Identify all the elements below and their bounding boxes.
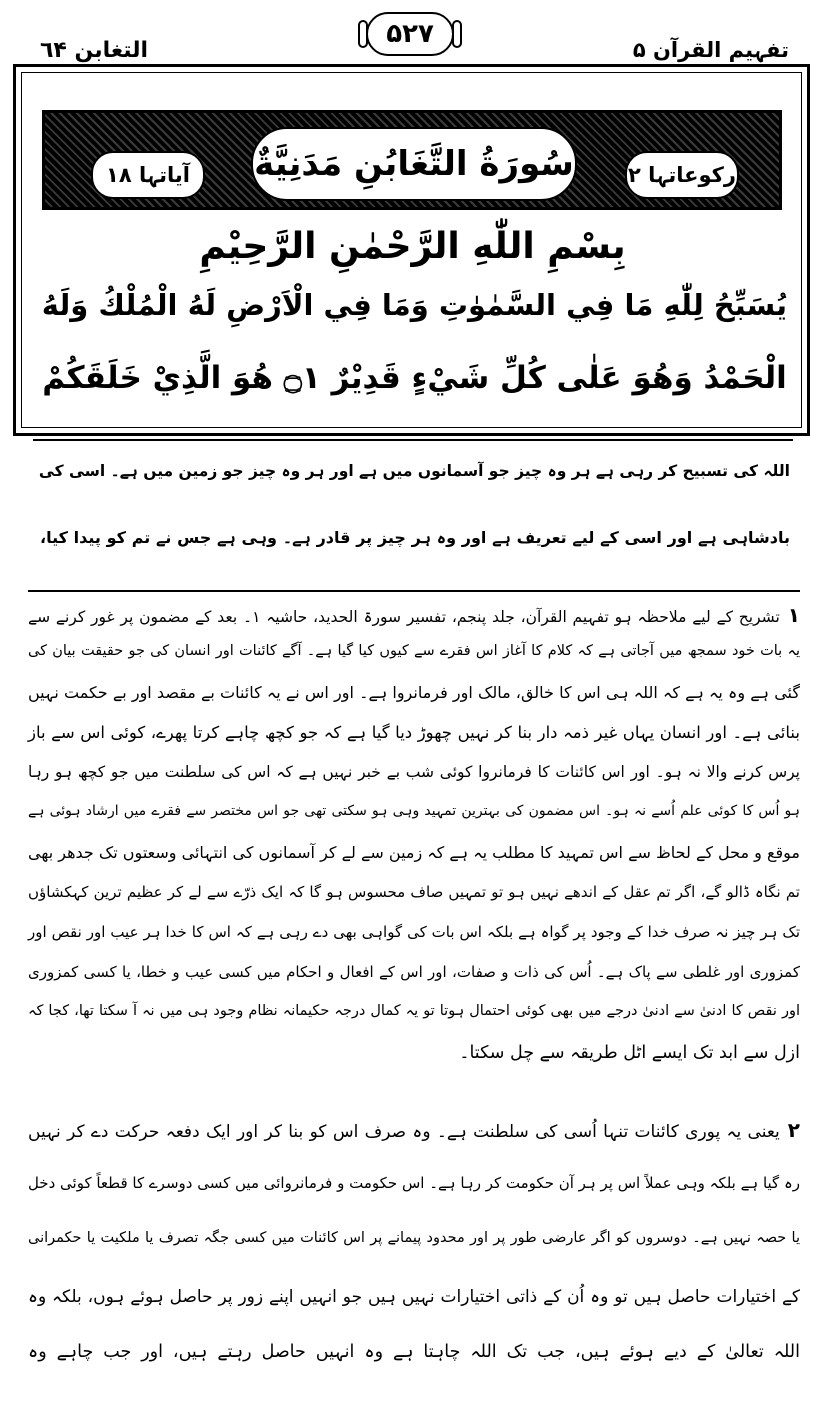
running-header-book: تفہیم القرآن ۵: [632, 38, 789, 62]
translation-line: بادشاہی ہے اور اسی کے لیے تعریف ہے اور وہ ہر چیز پر قادر ہے۔ وہی ہے جس نے تم کو پیدا کیا،: [40, 528, 790, 547]
ruku-count-cartouche: رکوعاتہا ۲: [625, 151, 739, 199]
commentary-line: تک ہر چیز نہ صرف خدا کے وجود پر گواہ ہے بلکہ اس بات کی گواہی بھی دے رہی ہے کہ اس کا خدا ہر عیب اور نقص اور: [28, 923, 800, 941]
commentary-line: کے اختیارات حاصل ہیں تو وہ اُن کے ذاتی اختیارات نہیں ہیں جو انہیں اپنے زور پر حاصل ہوئے ہوں، بلکہ وہ: [28, 1287, 800, 1307]
footnote-number: ۱: [787, 603, 800, 627]
commentary-line: پرس کرنے والا نہ ہو۔ اور اس کائنات کا فرمانروا کوئی شب بے خبر نہیں ہے کہ اس کی سلطنت میں جو کچھ ہو رہا: [28, 763, 800, 781]
divider: [28, 590, 800, 592]
commentary-line: رہ گیا ہے بلکہ وہی عملاً اس پر ہر آن حکومت کر رہا ہے۔ اس حکومت و فرمانروائی میں کسی دوسرے کا قطعاً کوئی دخل: [27, 1174, 800, 1192]
bismillah: بِسْمِ اللّٰهِ الرَّحْمٰنِ الرَّحِيْمِ: [199, 226, 626, 267]
commentary-line: موقع و محل کے لحاظ سے اس تمہید کا مطلب یہ ہے کہ زمین سے لے کر آسمانوں کی انتہائی وسعتوں تک جدھر بھی: [28, 843, 801, 862]
commentary-line: یا حصہ نہیں ہے۔ دوسروں کو اگر عارضی طور پر اور محدود پیمانے پر اس کائنات میں کسی جگہ تصرف یا ملکیت یا حکمرانی: [28, 1230, 800, 1246]
commentary-line: [28, 1118, 800, 1142]
divider: [33, 439, 793, 441]
commentary-line: یہ بات خود سمجھ میں آجاتی ہے کہ کلام کا آغاز اس فقرے سے کیوں کیا گیا ہے۔ آگے کائنات اور انسان کی جو حقیقت بیان کی: [28, 643, 800, 659]
arabic-verse-line: يُسَبِّحُ لِلّٰهِ مَا فِي السَّمٰوٰتِ وَمَا فِي الْاَرْضِ لَهُ الْمُلْكُ وَلَهُ: [41, 288, 787, 322]
arabic-verse-line: الْحَمْدُ وَهُوَ عَلٰى كُلِّ شَيْءٍ قَدِيْرٌ ۝١ هُوَ الَّذِيْ خَلَقَكُمْ: [42, 360, 787, 396]
commentary-line: ہو اُس کا کوئی علم اُسے نہ ہو۔ اس مضمون کی بہترین تمہید وہی ہو سکتی تھی جو اس مختصر سے فقرے میں ارشاد ہوئی ہے: [28, 803, 800, 819]
commentary-line: ازل سے ابد تک ایسے اٹل طریقہ سے چل سکتا۔: [459, 1043, 800, 1063]
commentary-line: اور نقص کا ادنیٰ سے ادنیٰ درجے میں بھی کوئی احتمال ہوتا تو یہ کمال درجہ حکیمانہ نظام وجود ہی میں نہ آ سکتا تھا، کجا کہ: [28, 1003, 800, 1019]
footnote-number: ۲: [787, 1118, 800, 1142]
surah-title: سُورَةُ التَّغَابُنِ مَدَنِيَّةٌ: [251, 127, 577, 201]
commentary-text: یعنی یہ پوری کائنات تنہا اُسی کی سلطنت ہے۔ وہ صرف اس کو بنا کر اور ایک دفعہ حرکت دے کر نہیں: [28, 1122, 780, 1142]
commentary-line: بنائی ہے۔ اور انسان یہاں غیر ذمہ دار بنا کر نہیں چھوڑ دیا گیا ہے کہ جو کچھ چاہے کرتا پھرے، کوئی اس سے باز: [28, 723, 800, 742]
commentary-text: تشریح کے لیے ملاحظہ ہو تفہیم القرآن، جلد پنجم، تفسیر سورۃ الحدید، حاشیہ ۱۔ بعد کے مضمون پر غور کرنے سے: [28, 608, 780, 626]
commentary-line: گئی ہے وہ یہ ہے کہ اللہ ہی اس کا خالق، مالک اور فرمانروا ہے۔ اور اس نے یہ کائنات بے مقصد اور بے حکمت نہیں: [28, 683, 800, 702]
commentary-line: تم نگاہ ڈالو گے، اگر تم عقل کے اندھے نہیں ہو تو تمہیں صاف محسوس ہو گا کہ ایک ذرّے سے لے کر عظیم ترین کہکشاؤں: [28, 883, 800, 901]
commentary-line: کمزوری اور غلطی سے پاک ہے۔ اُس کی ذات و صفات، اور اس کے افعال و احکام میں کسی عیب و خطا، یا کسی کمزوری: [28, 963, 800, 981]
running-header-surah: التغابن ٦۴: [40, 38, 149, 63]
surah-banner: [42, 110, 782, 210]
translation-line: اللہ کی تسبیح کر رہی ہے ہر وہ چیز جو آسمانوں میں ہے اور ہر وہ چیز جو زمین میں ہے۔ اسی کی: [38, 462, 790, 480]
commentary-line: اللہ تعالیٰ کے دیے ہوئے ہیں، جب تک اللہ چاہتا ہے وہ انہیں حاصل رہتے ہیں، اور جب چاہے وہ: [28, 1342, 800, 1362]
commentary-line: [28, 603, 800, 627]
page-number-badge: ۵۲۷: [366, 12, 454, 56]
ayat-count-cartouche: آیاتہا ۱۸: [91, 151, 205, 199]
